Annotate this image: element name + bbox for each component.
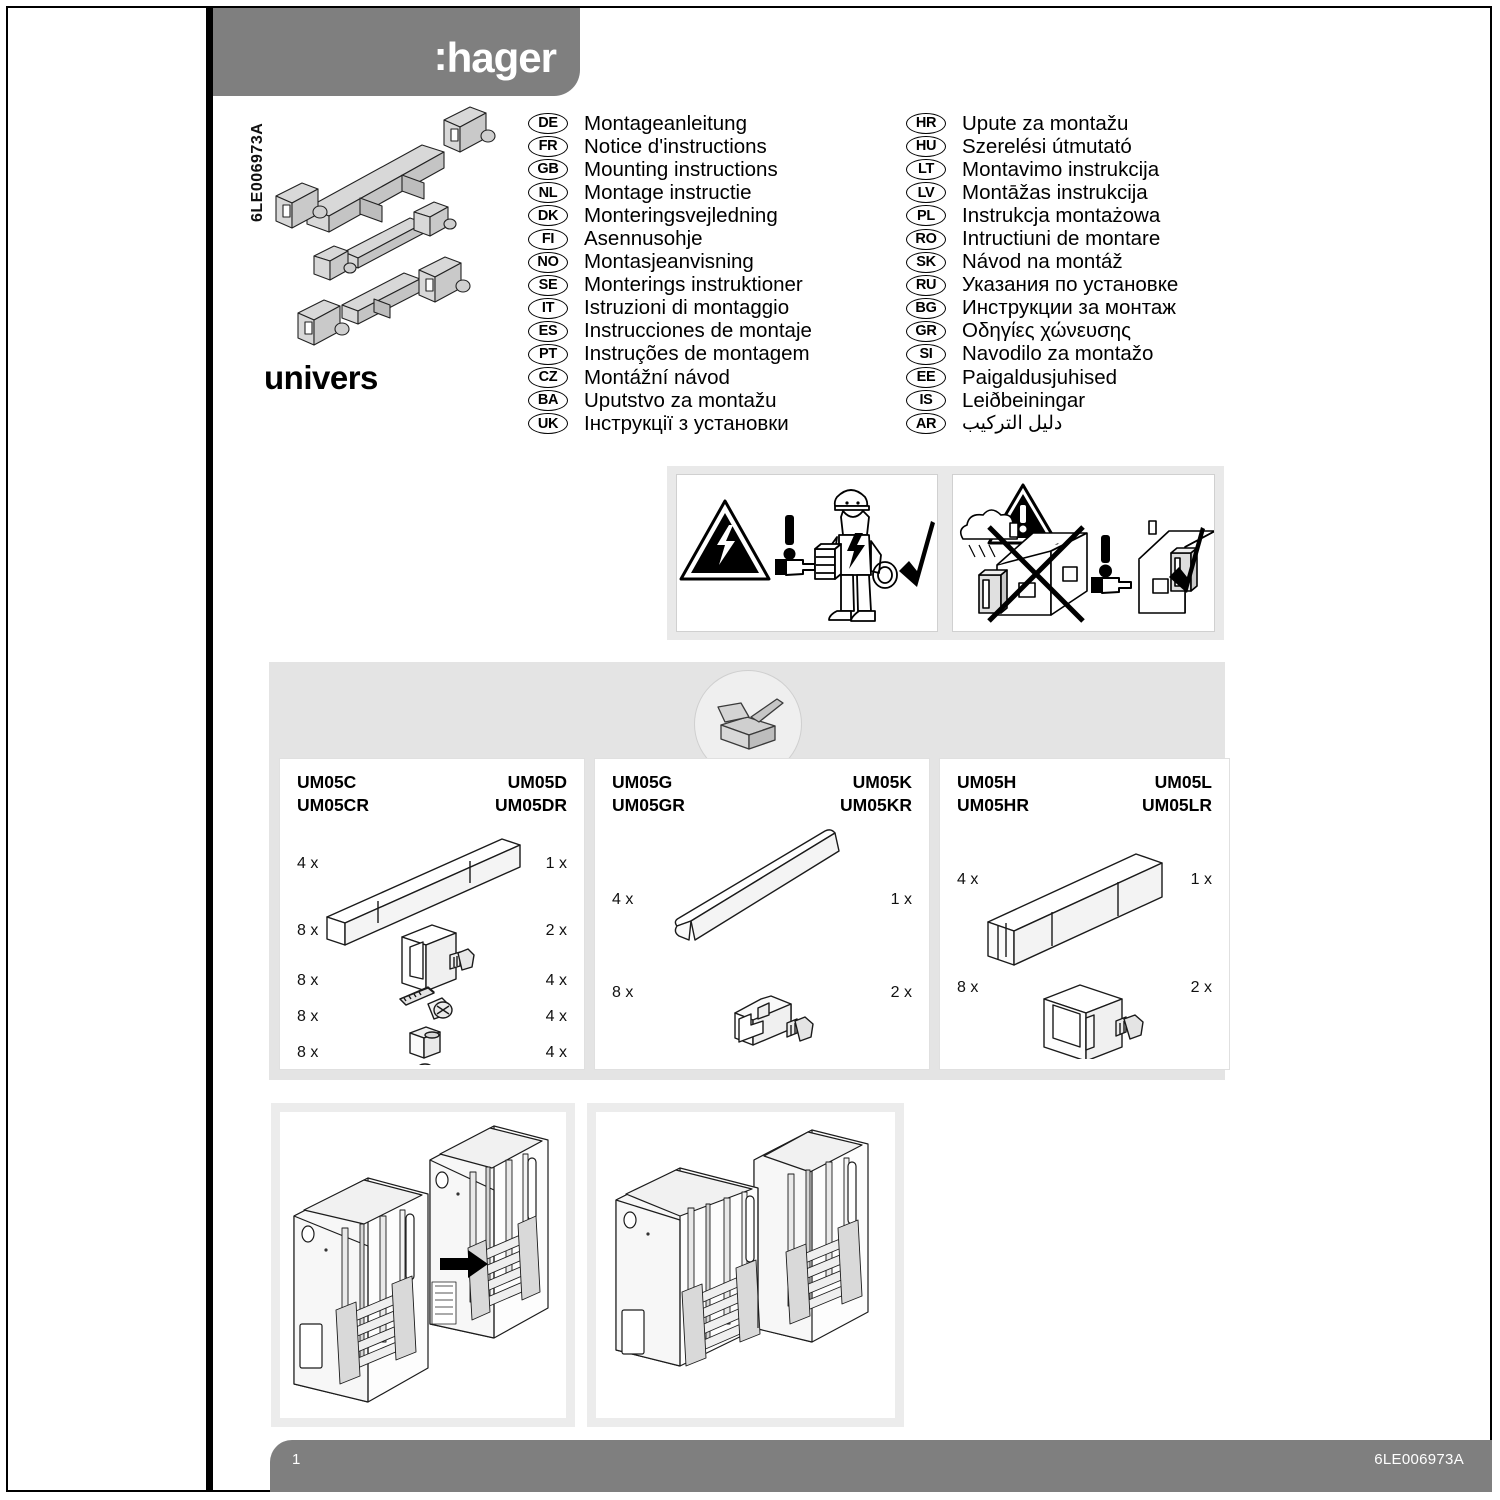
assembly-step-1 bbox=[271, 1103, 575, 1427]
language-code-badge: DK bbox=[528, 205, 568, 226]
language-code-badge: GB bbox=[528, 159, 568, 180]
language-code-badge: IS bbox=[906, 390, 946, 411]
part-code-right: UM05L UM05LR bbox=[1141, 772, 1212, 816]
language-code-badge: CZ bbox=[528, 367, 568, 388]
exclamation-mark bbox=[784, 515, 796, 560]
language-label: Leiðbeiningar bbox=[962, 388, 1086, 412]
parts-illustration-3 bbox=[940, 799, 1229, 1059]
parts-illustration-2 bbox=[595, 801, 929, 1061]
check-mark bbox=[899, 521, 935, 587]
language-label: Uputstvo za montažu bbox=[584, 388, 777, 412]
language-code-badge: ES bbox=[528, 321, 568, 342]
language-row bbox=[528, 389, 908, 412]
pointing-hand bbox=[775, 559, 815, 575]
header-bar bbox=[213, 8, 580, 96]
language-code-badge: RU bbox=[906, 275, 946, 296]
language-row bbox=[528, 366, 908, 389]
language-code-badge: LV bbox=[906, 182, 946, 203]
language-column-left bbox=[528, 112, 908, 435]
language-label: Montageanleitung bbox=[584, 111, 747, 135]
language-label: Monterings instruktioner bbox=[584, 273, 803, 297]
language-label: Montážní návod bbox=[584, 365, 730, 389]
language-code-badge: UK bbox=[528, 413, 568, 434]
language-row bbox=[528, 320, 908, 343]
qty-right-2: 2 x bbox=[1190, 979, 1212, 996]
language-label: Mounting instructions bbox=[584, 157, 778, 181]
language-row bbox=[528, 412, 908, 435]
language-code-badge: DE bbox=[528, 113, 568, 134]
qty-right-3: 4 x bbox=[545, 972, 567, 989]
qty-right-2: 2 x bbox=[890, 984, 912, 1001]
part-code-left: UM05G UM05GR bbox=[612, 772, 685, 816]
hager-logo: :hager bbox=[433, 32, 556, 81]
language-row bbox=[906, 412, 1271, 435]
language-code-badge: PT bbox=[528, 344, 568, 365]
qty-left-2: 8 x bbox=[297, 922, 319, 939]
language-row bbox=[906, 297, 1271, 320]
safety-pictogram-indoor-only bbox=[952, 474, 1215, 632]
language-row bbox=[528, 343, 908, 366]
c-clamp bbox=[735, 996, 813, 1045]
part-code-right: UM05K UM05KR bbox=[840, 772, 912, 816]
language-code-badge: HU bbox=[906, 136, 946, 157]
thick-busbar bbox=[988, 854, 1162, 965]
language-code-badge: PL bbox=[906, 205, 946, 226]
safety-pictogram-strip bbox=[667, 466, 1224, 640]
language-code-badge: BA bbox=[528, 390, 568, 411]
language-label: Szerelési útmutató bbox=[962, 134, 1132, 158]
language-code-badge: FI bbox=[528, 229, 568, 250]
language-row bbox=[906, 366, 1271, 389]
language-label: Istruzioni di montaggio bbox=[584, 296, 790, 320]
square-clamp-block bbox=[402, 925, 474, 991]
language-row bbox=[906, 389, 1271, 412]
qty-right-2: 2 x bbox=[545, 922, 567, 939]
enclosure-left bbox=[616, 1168, 760, 1366]
qty-left-1: 4 x bbox=[612, 891, 634, 908]
bolt bbox=[400, 987, 452, 1019]
qty-left-2: 8 x bbox=[957, 979, 979, 996]
language-label: Návod na montáž bbox=[962, 250, 1123, 274]
language-label: Instrukcja montażowa bbox=[962, 203, 1161, 227]
qty-left-5: 8 x bbox=[297, 1044, 319, 1061]
left-spine bbox=[206, 8, 213, 1492]
language-label: دليل التركيب bbox=[962, 413, 1063, 435]
language-row bbox=[528, 297, 908, 320]
language-row bbox=[528, 251, 908, 274]
part-code-right: UM05D UM05DR bbox=[495, 772, 567, 816]
language-label: Montage instructie bbox=[584, 180, 752, 204]
clamp-block bbox=[419, 257, 470, 302]
parts-panel-um05c bbox=[279, 758, 585, 1070]
language-row bbox=[906, 227, 1271, 250]
footer-reference: 6LE006973A bbox=[1374, 1451, 1464, 1468]
language-code-badge: SE bbox=[528, 275, 568, 296]
page-number: 1 bbox=[292, 1451, 301, 1468]
language-label: Navodilo za montažo bbox=[962, 342, 1154, 366]
busbar-short bbox=[344, 218, 424, 268]
qty-left-1: 4 x bbox=[957, 871, 979, 888]
electrical-hazard-triangle bbox=[681, 501, 769, 579]
language-code-badge: BG bbox=[906, 298, 946, 319]
enclosure-right bbox=[754, 1130, 868, 1342]
language-code-badge: HR bbox=[906, 113, 946, 134]
language-code-badge: NL bbox=[528, 182, 568, 203]
language-code-badge: SI bbox=[906, 344, 946, 365]
washer bbox=[415, 1064, 435, 1065]
language-label: Notice d'instructions bbox=[584, 134, 767, 158]
assembly-steps bbox=[271, 1103, 904, 1427]
language-code-badge: SK bbox=[906, 252, 946, 273]
language-row bbox=[906, 320, 1271, 343]
language-row bbox=[906, 135, 1271, 158]
language-label: Οδηγίες χώνευσης bbox=[962, 319, 1132, 343]
language-row bbox=[528, 274, 908, 297]
language-label: Monteringsvejledning bbox=[584, 203, 778, 227]
language-code-badge: GR bbox=[906, 321, 946, 342]
language-label: Instrucciones de montaje bbox=[584, 319, 812, 343]
rectangular-clamp-block bbox=[1044, 985, 1143, 1059]
parts-illustration-1 bbox=[280, 795, 584, 1065]
document-reference-vertical: 6LE006973A bbox=[249, 122, 266, 222]
language-label: Intructiuni de montare bbox=[962, 227, 1161, 251]
qty-right-4: 4 x bbox=[545, 1008, 567, 1025]
parts-panel-um05h bbox=[939, 758, 1230, 1070]
language-label: Paigaldusjuhised bbox=[962, 365, 1118, 389]
language-row bbox=[528, 227, 908, 250]
enclosure-left bbox=[294, 1178, 428, 1402]
page-title: univers bbox=[264, 359, 378, 396]
exclamation-mark bbox=[1099, 535, 1112, 578]
pointing-hand bbox=[1091, 577, 1131, 593]
qty-left-3: 8 x bbox=[297, 972, 319, 989]
qty-right-5: 4 x bbox=[545, 1044, 567, 1061]
language-label: Montasjeanvisning bbox=[584, 250, 754, 274]
language-row bbox=[906, 274, 1271, 297]
language-code-badge: EE bbox=[906, 367, 946, 388]
assembly-step-2 bbox=[587, 1103, 904, 1427]
qty-left-2: 8 x bbox=[612, 984, 634, 1001]
language-label: Upute za montažu bbox=[962, 111, 1129, 135]
language-label: Instruções de montagem bbox=[584, 342, 810, 366]
language-row bbox=[906, 181, 1271, 204]
busbar-medium bbox=[342, 273, 420, 324]
language-code-badge: IT bbox=[528, 298, 568, 319]
qty-left-4: 8 x bbox=[297, 1008, 319, 1025]
language-code-badge: RO bbox=[906, 229, 946, 250]
parts-panel-um05g bbox=[594, 758, 930, 1070]
language-row bbox=[906, 112, 1271, 135]
qty-left-1: 4 x bbox=[297, 855, 319, 872]
language-label: Asennusohje bbox=[584, 227, 703, 251]
language-code-badge: LT bbox=[906, 159, 946, 180]
qty-right-1: 1 x bbox=[545, 855, 567, 872]
language-label: Montāžas instrukcija bbox=[962, 180, 1148, 204]
language-row bbox=[528, 181, 908, 204]
spacer-sleeve bbox=[410, 1027, 440, 1058]
part-code-left: UM05H UM05HR bbox=[957, 772, 1029, 816]
c-clamp bbox=[414, 202, 456, 236]
qty-right-1: 1 x bbox=[890, 891, 912, 908]
part-code-left: UM05C UM05CR bbox=[297, 772, 369, 816]
language-code-badge: NO bbox=[528, 252, 568, 273]
language-row bbox=[906, 204, 1271, 227]
package-contents-section bbox=[269, 662, 1225, 1080]
safety-pictogram-electrician bbox=[676, 474, 938, 632]
language-row bbox=[906, 343, 1271, 366]
clamp-block bbox=[298, 300, 349, 345]
language-label: Montavimo instrukcija bbox=[962, 157, 1160, 181]
parts-panel-row bbox=[279, 758, 1230, 1070]
language-label: Инструкции за монтаж bbox=[962, 296, 1177, 320]
language-label: Указания по установке bbox=[962, 273, 1179, 297]
clamp-block bbox=[444, 107, 495, 152]
exploded-parts-illustration bbox=[262, 100, 512, 350]
language-row bbox=[906, 251, 1271, 274]
language-column-right bbox=[906, 112, 1271, 435]
language-label: Інструкції з установки bbox=[584, 411, 789, 435]
language-row bbox=[528, 204, 908, 227]
qty-right-1: 1 x bbox=[1190, 871, 1212, 888]
footer-bar bbox=[270, 1440, 1492, 1492]
language-row bbox=[528, 112, 908, 135]
language-code-badge: FR bbox=[528, 136, 568, 157]
language-row bbox=[528, 158, 908, 181]
language-row bbox=[528, 135, 908, 158]
language-code-badge: AR bbox=[906, 413, 946, 434]
enclosure-right bbox=[430, 1126, 548, 1338]
flat-busbar bbox=[675, 830, 839, 940]
language-row bbox=[906, 158, 1271, 181]
